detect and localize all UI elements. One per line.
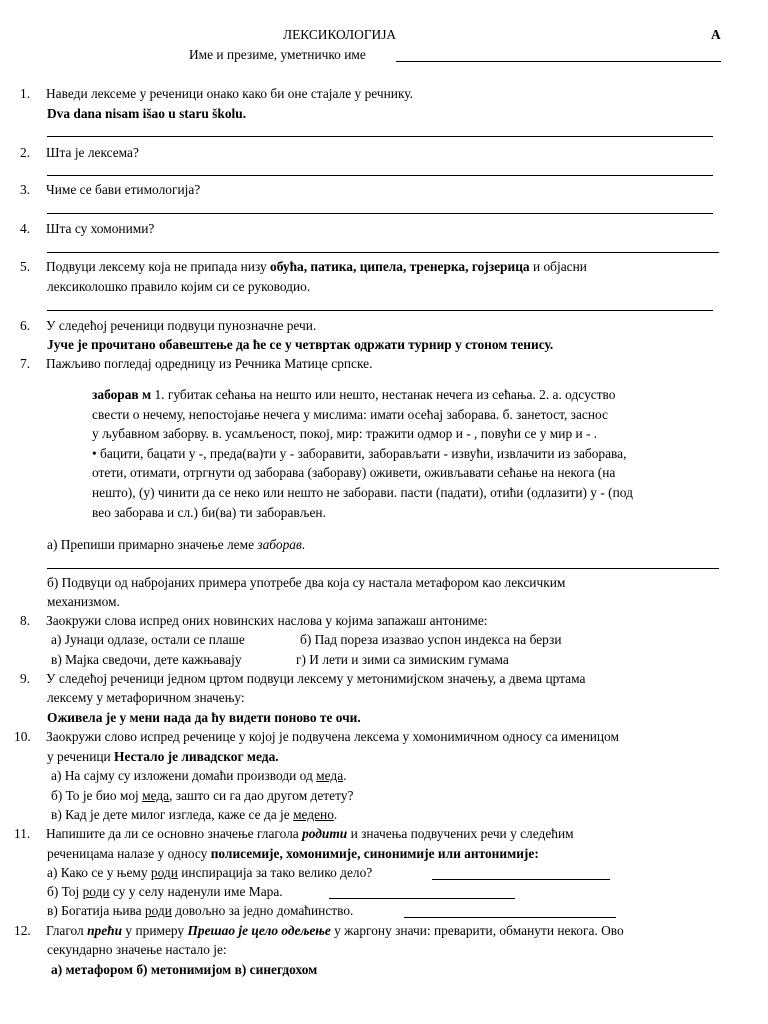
question-number: 1. (20, 86, 31, 101)
q7a-text: а) Препиши примарно значење леме (47, 537, 258, 552)
dict-line: • бацити, бацати у -, преда(ва)ти у - заборавити, заборављати - извући, извлачити из заборава, (92, 445, 627, 461)
question-number: 8. (20, 613, 31, 628)
q5-answer-line[interactable] (47, 310, 713, 311)
option-text: в) Кад је дете милог изгледа, каже се да је (51, 807, 294, 822)
dictionary-entry (92, 385, 732, 522)
question-number: 11. (14, 826, 31, 841)
q11v-answer-line[interactable] (404, 917, 616, 918)
question-text: Напишите да ли се основно значење глагола (46, 826, 303, 841)
question-text: Чиме се бави етимологија? (46, 182, 201, 197)
dict-line: 1. губитак сећања на нешто или нешто, нестанак нечега из сећања. 2. а. одсуство (151, 387, 616, 402)
question-text: реченицама налазе у односу (47, 846, 211, 861)
q8-option-a[interactable]: а) Јунаци одлазе, остали се плаше (51, 632, 245, 647)
q11-item-b (47, 884, 283, 900)
question-text-cont: и значења подвучених речи у следећим (347, 826, 574, 841)
item-text-end: довољно за једно домаћинство. (171, 903, 354, 918)
q8-option-b[interactable]: б) Пад пореза изазвао успон индекса на берзи (300, 632, 562, 647)
q9-sentence: Оживела је у мени нада да ћу видети поново те очи. (47, 710, 361, 725)
question-text: Шта је лексема? (46, 145, 139, 160)
question-text: У следећој реченици подвуци пунозначне речи. (46, 318, 317, 333)
q10-option-v[interactable] (51, 807, 337, 823)
question-text: Шта су хомоними? (46, 221, 155, 236)
q11-item-v (47, 903, 353, 919)
underlined-word: роди (150, 865, 178, 880)
q1-sentence: Dva dana nisam išao u staru školu. (47, 106, 247, 121)
question-number: 5. (20, 259, 31, 274)
underlined-word: меда (142, 788, 170, 803)
verb-word: прећи (87, 923, 123, 938)
q7-part-a (47, 537, 305, 553)
option-text: б) То је био мој (51, 788, 143, 803)
item-text: в) Богатија њива (47, 903, 145, 918)
question-text: Заокружи слова испред оних новинских наслова у којима запажаш антониме: (46, 613, 488, 628)
q12-options[interactable]: а) метафором б) метонимијом в) синегдохом (51, 962, 318, 977)
q7-part-b: б) Подвуци од набројаних примера употребе два која су настала метафором као лексичким (47, 575, 566, 590)
underlined-word: роди (144, 903, 172, 918)
option-text-end: , зашто си га дао другом детету? (169, 788, 354, 803)
q7-part-b-line2: механизмом. (47, 594, 120, 609)
option-text-end: . (343, 768, 347, 783)
q10-text-prefix: у реченици (47, 749, 115, 764)
dict-line: свести о нечему, непостојање нечега у мислима: имати осећај заборава. б. занетост, заснос (92, 406, 608, 422)
q10-text-line2 (47, 749, 279, 765)
q7a-answer-line[interactable] (47, 568, 719, 569)
question-number: 6. (20, 318, 31, 333)
q10-option-b[interactable] (51, 788, 353, 804)
word-list: обућа, патика, ципела, тренерка, гојзерица (270, 259, 530, 274)
q3-answer-line[interactable] (47, 213, 713, 214)
item-text-end: инспирација за тако велико дело? (177, 865, 373, 880)
question-text-end: и објасни (529, 259, 587, 274)
q11-text-line2 (47, 846, 539, 862)
name-label: Име и презиме, уметничко име (189, 47, 366, 62)
verb-word: родити (302, 826, 348, 841)
underlined-word: меда (316, 768, 344, 783)
q8-option-v[interactable]: в) Мајка сведочи, дете кажњавају (51, 652, 242, 667)
question-number: 3. (20, 182, 31, 197)
q4-answer-line[interactable] (47, 252, 719, 253)
lemma-word: заборав (257, 537, 302, 552)
q5-text-line2: лексиколошко правило којим си се руководио. (47, 279, 311, 294)
question-text: Наведи лексеме у реченици онако како би оне стајале у речнику. (46, 86, 413, 101)
q12-text-line2: секундарно значење настало је: (47, 942, 227, 957)
q10-reference-sentence: Нестало је ливадског меда. (114, 749, 279, 764)
item-text: б) Тој (47, 884, 83, 899)
question-number: 10. (14, 729, 31, 744)
q8-option-g[interactable]: г) И лети и зими са зимиским гумама (296, 652, 509, 667)
q10-option-a[interactable] (51, 768, 347, 784)
example-phrase: Прешао је цело одељење (187, 923, 331, 938)
dict-line: вео заборава и сл.) би(ва) ти заборављен. (92, 504, 326, 520)
q9-text-line2: лексему у метафоричном значењу: (47, 690, 245, 705)
question-text: Заокружи слово испред реченице у којој је подвучена лексема у хомонимичном односу са именицом (46, 729, 619, 744)
q7a-end: . (301, 537, 306, 552)
name-answer-line[interactable] (396, 61, 721, 62)
variant-label: А (711, 27, 721, 42)
question-text: У следећој реченици једном цртом подвуци лексему у метонимијском значењу, а двема цртама (46, 671, 586, 686)
dict-headword: заборав м (92, 387, 152, 402)
relations-list: полисемије, хомонимије, синонимије или антонимије: (210, 846, 539, 861)
underlined-word: роди (82, 884, 110, 899)
question-text: Пажљиво погледај одредницу из Речника Матице српске. (46, 356, 373, 371)
question-text-cont: у примеру (122, 923, 188, 938)
q11b-answer-line[interactable] (329, 898, 515, 899)
question-text: Подвуци лексему која не припада низу (46, 259, 271, 274)
q11-item-a (47, 865, 372, 881)
question-text: Глагол (46, 923, 88, 938)
question-number: 4. (20, 221, 31, 236)
option-text: а) На сајму су изложени домаћи производи од (51, 768, 317, 783)
dict-line: отети, отимати, отргнути од заборава (забораву) оживети, оживљавати сећање на некога (на (92, 465, 616, 481)
option-text-end: . (333, 807, 338, 822)
question-number: 7. (20, 356, 31, 371)
q6-sentence: Јуче је прочитано обавештење да ће се у четвртак одржати турнир у стоном тенису. (47, 337, 554, 352)
q11a-answer-line[interactable] (432, 879, 610, 880)
q1-answer-line[interactable] (47, 136, 713, 137)
item-text-end: су у селу наденули име Мара. (109, 884, 283, 899)
page-title: ЛЕКСИКОЛОГИЈА (283, 27, 397, 42)
underlined-word: медено (293, 807, 334, 822)
question-number: 9. (20, 671, 31, 686)
q2-answer-line[interactable] (47, 175, 713, 176)
dict-line: нешто), (у) чинити да се неко или нешто не заборави. пасти (падати), отићи (одлазити) у - (под (92, 484, 633, 500)
question-number: 12. (14, 923, 31, 938)
question-number: 2. (20, 145, 31, 160)
question-text-end: у жаргону значи: преварити, обманути некога. Ово (330, 923, 624, 938)
dict-line: у љубавном заборву. в. усамљеност, покој, мир: тражити одмор и - , повући се у мир и - . (92, 426, 598, 442)
item-text: а) Како се у њему (47, 865, 151, 880)
